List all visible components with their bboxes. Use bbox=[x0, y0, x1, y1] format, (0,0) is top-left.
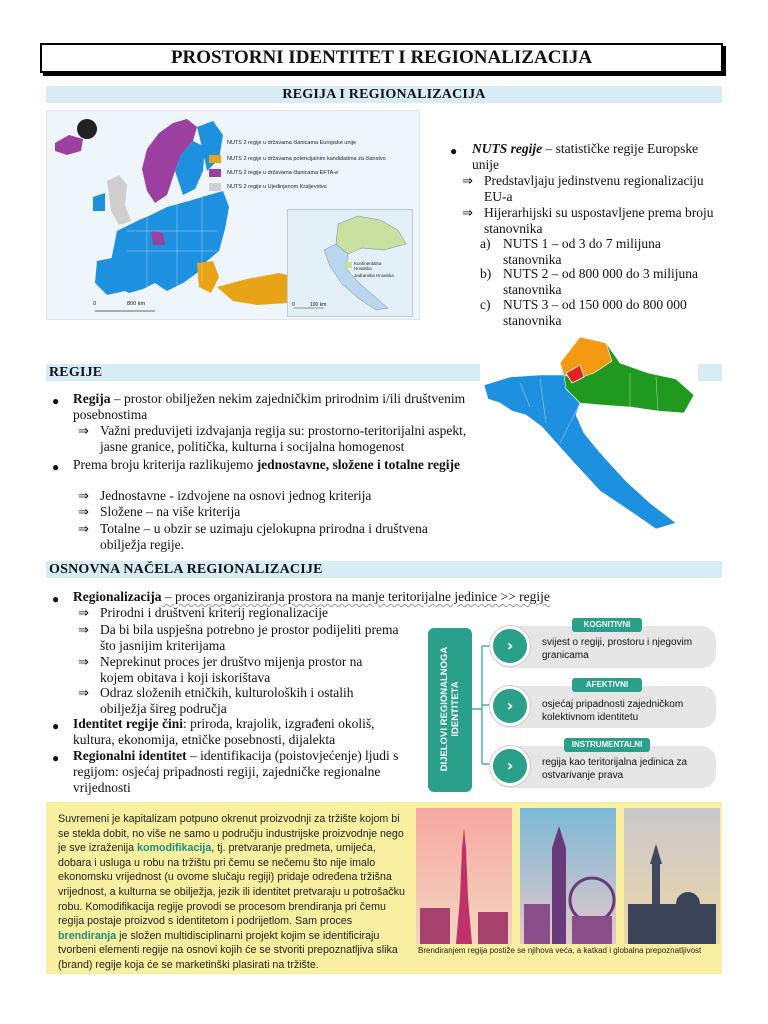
section-heading-regija: REGIJA I REGIONALIZACIJA bbox=[46, 86, 722, 103]
nuts-level-2: NUTS 2 – od 800 000 do 3 milijuna stanovnika bbox=[503, 266, 698, 297]
nuts-point-1: Predstavljaju jedinstvenu regionalizaciju EU-a bbox=[484, 173, 704, 204]
bullet-dot: ● bbox=[52, 719, 60, 733]
diagram-tag-affective: AFEKTIVNI bbox=[572, 678, 642, 692]
branding-text bbox=[58, 812, 410, 973]
bullet-dot: ● bbox=[52, 394, 60, 408]
regija-definition-text: – prostor obilježen nekim zajedničkim prirodnim i/ili društvenim posebnostima bbox=[73, 391, 466, 422]
regije-type-simple: Jednostavne - izdvojene na osnovi jednog kriterija bbox=[100, 488, 372, 503]
nuts-level-1: NUTS 1 – od 3 do 7 milijuna stanovnika bbox=[503, 236, 661, 267]
arrow-icon: ⇒ bbox=[462, 173, 473, 188]
regija-definition bbox=[73, 391, 473, 423]
regionalni-identitet bbox=[73, 748, 413, 796]
diagram-side-bar bbox=[428, 628, 472, 792]
diagram-text-instrumental: regija kao teritorijalna jedinica za ostvarivanje prava bbox=[542, 757, 688, 781]
identitet-regije-term: Identitet regije čini bbox=[73, 716, 183, 731]
chevron-right-icon: › bbox=[490, 626, 530, 666]
city-branding-illustration bbox=[416, 808, 720, 944]
legend-swatch-continental bbox=[344, 262, 352, 268]
legend-swatch-candidates bbox=[209, 155, 221, 163]
chevron-right-icon: › bbox=[490, 746, 530, 786]
arrow-icon: ⇒ bbox=[78, 622, 89, 637]
nuts-level-3: NUTS 3 – od 150 000 do 800 000 stanovnika bbox=[503, 297, 687, 328]
diagram-tag-instrumental: INSTRUMENTALNI bbox=[564, 738, 650, 752]
legend-label-adriatic: Jadranska Hrvatska bbox=[354, 273, 394, 278]
croatia-regions-map bbox=[480, 333, 700, 533]
croatia-nuts-inset bbox=[287, 209, 413, 317]
diagram-text-cognitive: svijest o regiji, prostoru i njegovim granicama bbox=[542, 637, 693, 661]
section-band-right bbox=[698, 364, 722, 381]
regije-type-complex: Složene – na više kriterija bbox=[100, 504, 241, 519]
eu-nuts-map bbox=[46, 110, 420, 320]
branding-text-p2: , tj. pretvaranje predmeta, umijeća, dobara i usluga u robu na tržištu pri čemu se nečemu što nije imalo ekonomsku vrijednost (u ovome slučaju regiji) pridaje određena tržišna vrijednost, a kulturna se obilježja, jezik ili identitet pretvaraju u potrošačku robu. Komodifikacija regije provodi se procesom brendiranja pri čemu regija postaje proizvod s identitetom i podrijetlom. Sam proces bbox=[58, 842, 405, 928]
nuts-level-mark: b) bbox=[480, 266, 492, 281]
regije-types-text: Prema broju kriterija razlikujemo bbox=[73, 457, 257, 472]
regionalizacija-definition-text: – proces organiziranja prostora na manje teritorijalne jedinice >> regije bbox=[161, 589, 550, 604]
regionalni-identitet-text: – identifikacija (poistovjećenje) ljudi s regijom: osjećaj pripadnosti regiji, zajedničke regionalne vrijednosti bbox=[73, 748, 399, 795]
regije-types bbox=[73, 457, 473, 473]
regija-term: Regija bbox=[73, 391, 111, 406]
illustration-caption: Brendiranjem regija postiže se njihova veća, a katkad i globalna prepoznatljivost bbox=[418, 946, 702, 955]
regionalni-identitet-term: Regionalni identitet bbox=[73, 748, 187, 763]
regija-preconditions: Važni preduvijeti izdvajanja regija su: prostorno-teritorijalni aspekt, jasne granice, politička, kulturna i socijalna homogenost bbox=[100, 423, 467, 454]
legend-label-uk: NUTS 2 regije u Ujedinjenom Kraljevstvu bbox=[227, 184, 327, 190]
legend-label-candidates: NUTS 2 regije u državama potencijalnim kandidatima za članstvo bbox=[227, 156, 386, 162]
scale-zero-hr: 0 bbox=[292, 302, 295, 308]
branding-text-p3: je složen multidisciplinarni projekt kojim se identificiraju tvorbeni elementi regije na osnovi kojih će se stvoriti prepoznatljiva slika (brand) regije koja će se marketinški plasirati na tržište. bbox=[58, 929, 398, 971]
identity-diagram bbox=[424, 612, 720, 798]
regionalizacija-point-2: Da bi bila uspješna potrebno je prostor podijeliti prema što jasnijim kriterijama bbox=[100, 622, 399, 653]
scale-label-eu: 800 km bbox=[127, 301, 146, 307]
term-komodifikacija: komodifikacija bbox=[137, 842, 212, 855]
arrow-icon: ⇒ bbox=[78, 605, 89, 620]
arrow-icon: ⇒ bbox=[78, 685, 89, 700]
identitet-regije bbox=[73, 716, 413, 748]
nuts-definition bbox=[472, 141, 722, 173]
arrow-icon: ⇒ bbox=[78, 423, 89, 438]
arrow-icon: ⇒ bbox=[462, 205, 473, 220]
regionalizacija-term: Regionalizacija bbox=[73, 589, 162, 604]
regionalizacija-point-1: Prirodni i društveni kriterij regionalizacije bbox=[100, 605, 328, 620]
section-heading-regije: REGIJE bbox=[46, 364, 480, 381]
legend-label-efta: NUTS 2 regije u državama članicama EFTA-e bbox=[227, 170, 339, 176]
regionalizacija-point-4: Odraz složenih etničkih, kulturoloških i ostalih obilježja šireg područja bbox=[100, 685, 354, 716]
scale-zero-eu: 0 bbox=[93, 301, 97, 307]
legend-label-continental: Kontinentalna Hrvatska bbox=[354, 261, 382, 271]
identitet-regije-text: : priroda, krajolik, izgrađeni okoliš, kultura, ekonomija, etničke posebnosti, dijalekta bbox=[73, 716, 375, 747]
page-title: PROSTORNI IDENTITET I REGIONALIZACIJA bbox=[40, 43, 723, 73]
bullet-dot: ● bbox=[52, 460, 60, 474]
scale-label-hr: 100 km bbox=[310, 302, 327, 308]
section-heading-nacela: OSNOVNA NAČELA REGIONALIZACIJE bbox=[46, 561, 722, 578]
term-brendiranja: brendiranja bbox=[58, 929, 117, 942]
legend-swatch-adriatic bbox=[344, 274, 352, 280]
diagram-text-affective: osjećaj pripadnosti zajedničkom kolektivnom identitetu bbox=[542, 699, 684, 723]
legend-swatch-eu bbox=[209, 139, 221, 147]
regionalizacija-point-3: Neprekinut proces jer društvo mijenja prostor na kojem obitava i koji iskorištava bbox=[100, 654, 363, 685]
diagram-tag-cognitive: KOGNITIVNI bbox=[572, 618, 642, 632]
nuts-term: NUTS regije bbox=[472, 141, 543, 156]
arrow-icon: ⇒ bbox=[78, 521, 89, 536]
regije-types-bold: jednostavne, složene i totalne regije bbox=[256, 457, 461, 472]
chevron-right-icon: › bbox=[490, 686, 530, 726]
arrow-icon: ⇒ bbox=[78, 504, 89, 519]
regije-type-total: Totalne – u obzir se uzimaju cjelokupna prirodna i društvena obilježja regije. bbox=[100, 521, 428, 552]
legend-swatch-efta bbox=[209, 169, 221, 177]
bullet-dot: ● bbox=[450, 144, 458, 158]
regionalizacija-definition bbox=[73, 589, 633, 605]
bullet-dot: ● bbox=[52, 592, 60, 606]
bullet-dot: ● bbox=[52, 751, 60, 765]
legend-label-eu: NUTS 2 regije u državama članicama Europske unije bbox=[227, 140, 357, 146]
nuts-level-mark: a) bbox=[480, 236, 491, 251]
nuts-point-2: Hijerarhijski su uspostavljene prema broju stanovnika bbox=[484, 205, 714, 236]
diagram-side-label: DIJELOVI REGIONALNOGA IDENTITETA bbox=[439, 646, 461, 772]
legend-swatch-uk bbox=[209, 183, 221, 191]
nuts-definition-text: – statističke regije Europske unije bbox=[472, 141, 699, 172]
branding-text-p1: Suvremeni je kapitalizam potpuno okrenut proizvodnji za tržište kojom bi se stekla dobit, no više ne samo u području industrijske proizvodnje nego je sve izraženija bbox=[58, 813, 404, 855]
arrow-icon: ⇒ bbox=[78, 654, 89, 669]
nuts-level-mark: c) bbox=[480, 297, 491, 312]
arrow-icon: ⇒ bbox=[78, 488, 89, 503]
